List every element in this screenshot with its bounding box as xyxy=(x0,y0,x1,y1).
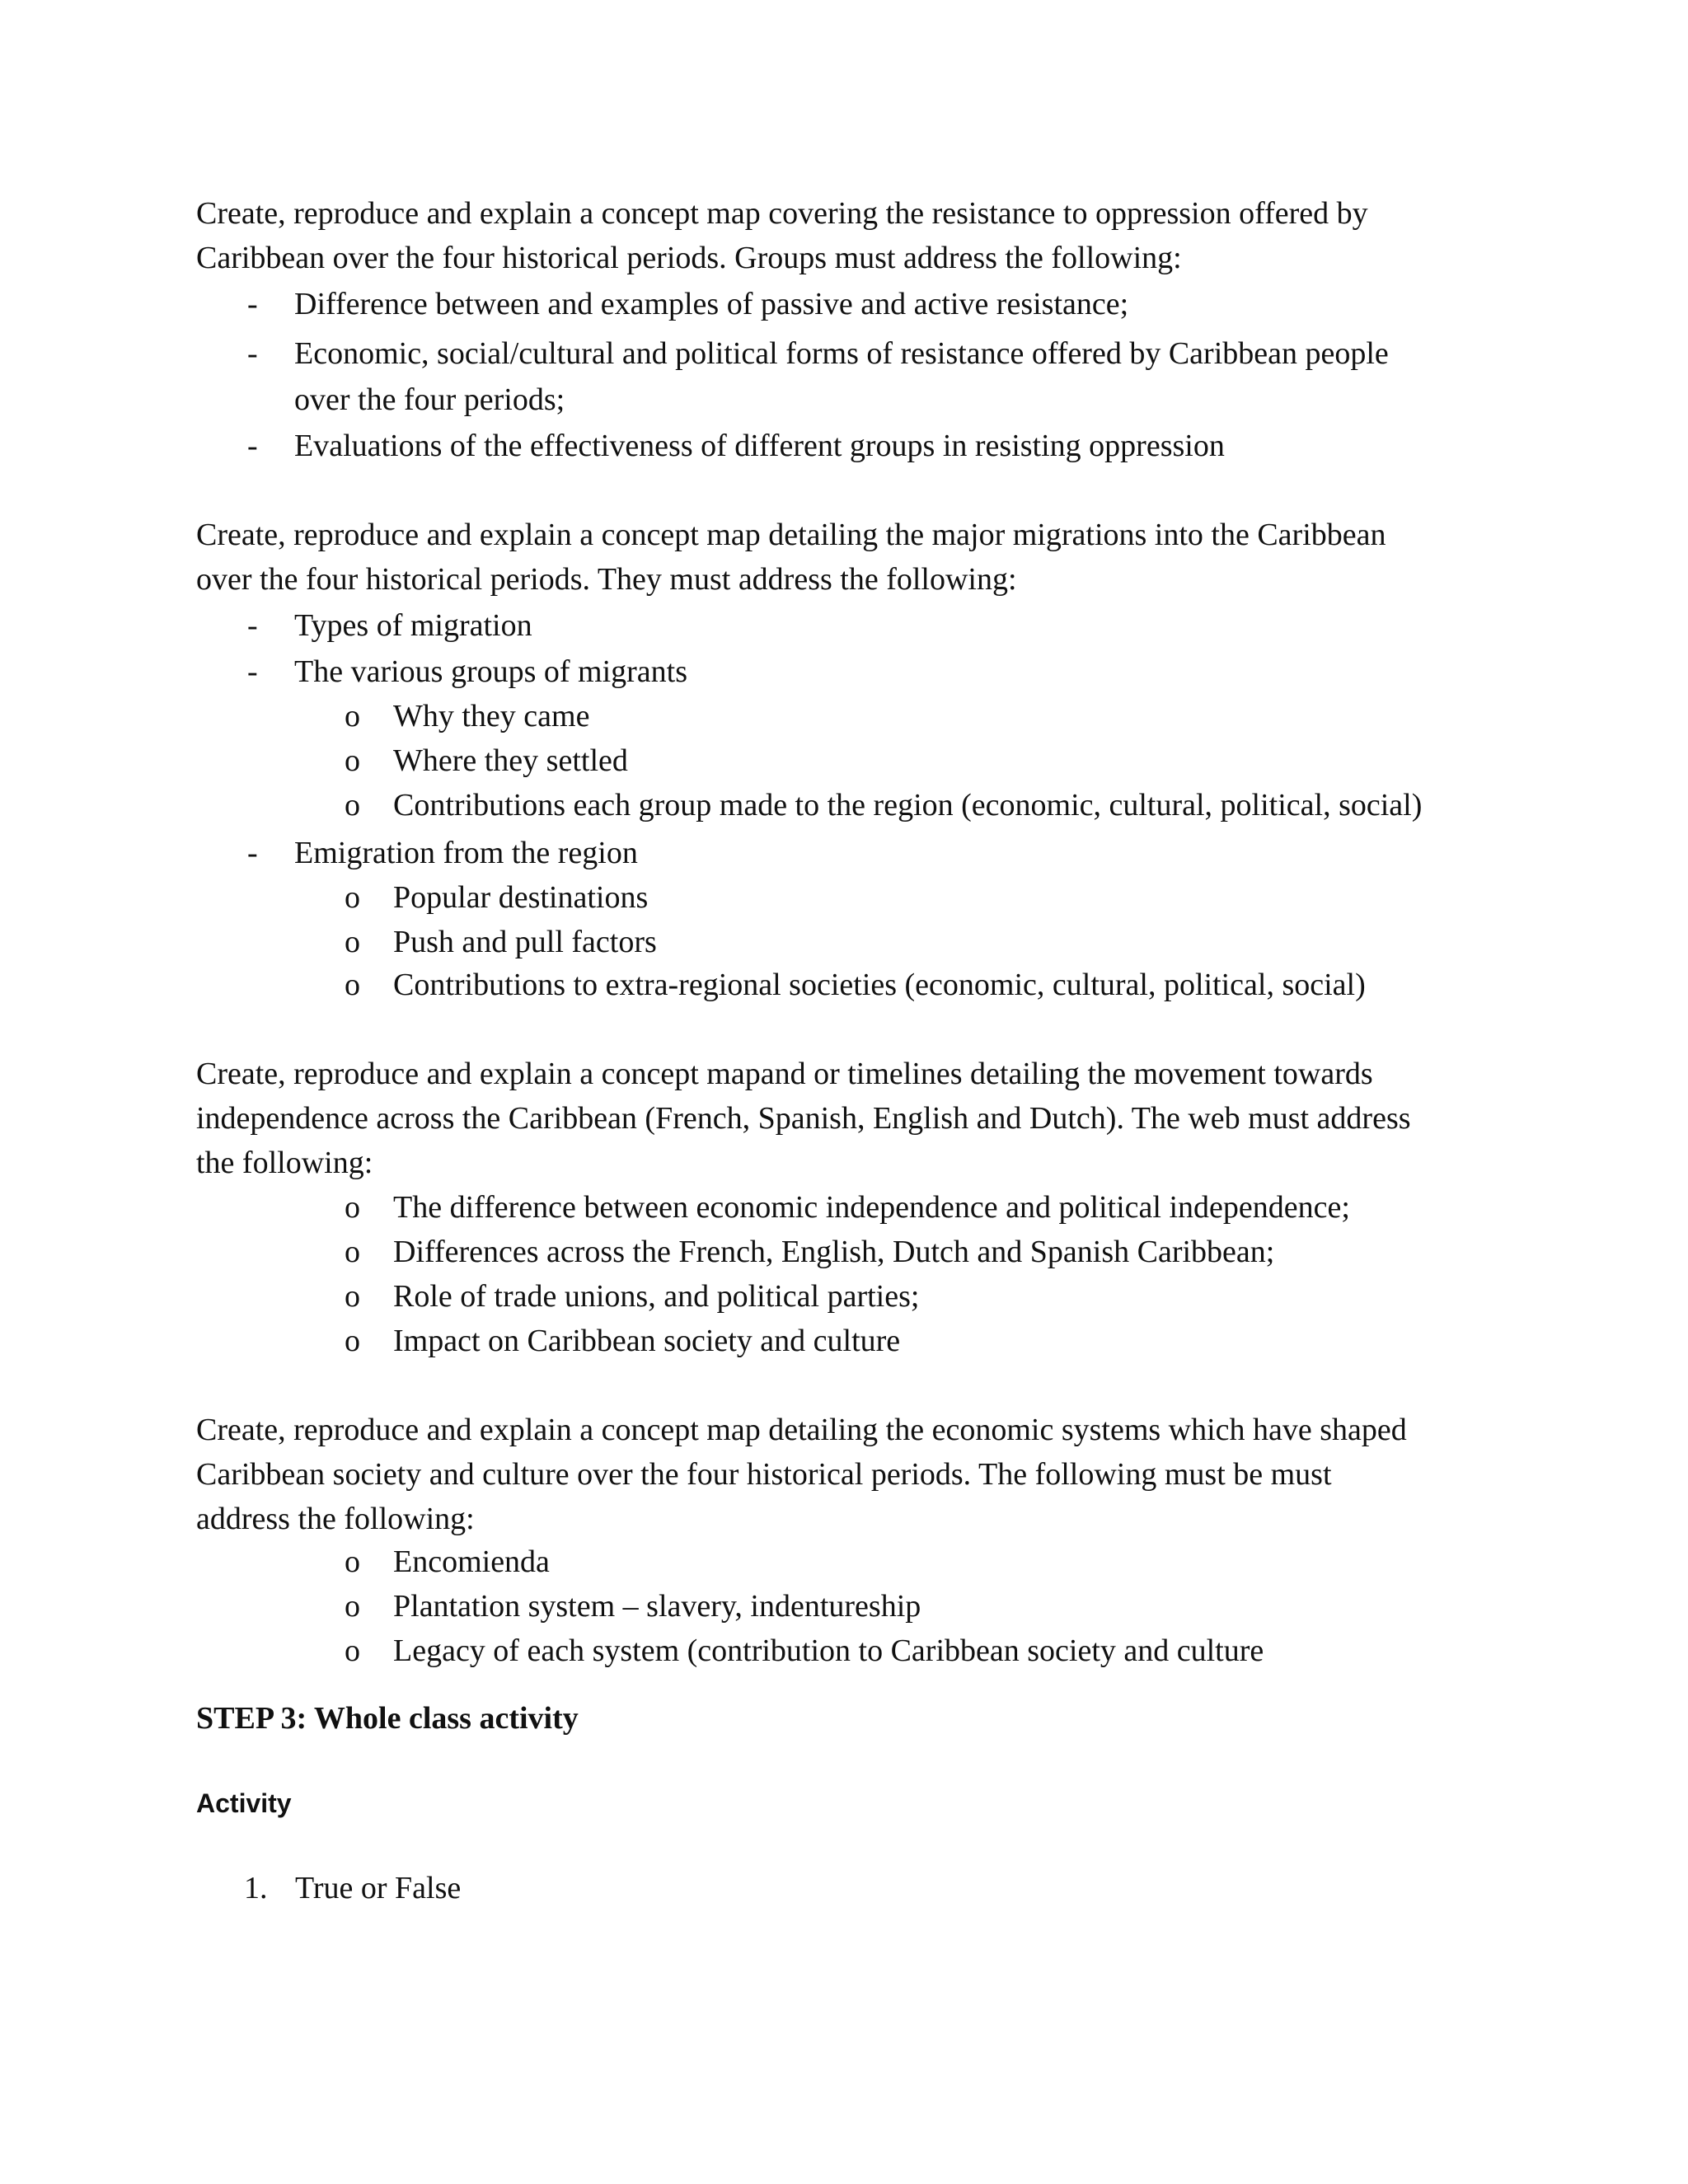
section4-sub-bullet-text: Plantation system – slavery, indentureship xyxy=(393,1589,921,1624)
section3-sub-bullet-text: Role of trade unions, and political parties; xyxy=(393,1279,920,1314)
section3-sub-bullet-text: The difference between economic independence and political independence; xyxy=(393,1190,1350,1225)
activity-heading: Activity xyxy=(196,1788,292,1818)
section1-bullet-text: over the four periods; xyxy=(294,382,565,417)
section4-sub-bullet-text: Encomienda xyxy=(393,1544,550,1579)
dash-bullet-mark: - xyxy=(247,336,258,371)
section3-sub-bullet-text: Impact on Caribbean society and culture xyxy=(393,1324,901,1358)
o-bullet-mark: o xyxy=(345,1190,360,1225)
section2-sub-bullet-text: Contributions to extra-regional societies (economic, cultural, political, social) xyxy=(393,968,1366,1002)
section2-bullet-text: The various groups of migrants xyxy=(294,654,688,689)
section1-bullet-text: Economic, social/cultural and political forms of resistance offered by Caribbean people xyxy=(294,336,1389,371)
section4-intro-line-1: Create, reproduce and explain a concept map detailing the economic systems which have shaped xyxy=(196,1413,1407,1447)
section2-bullet-text: Types of migration xyxy=(294,608,532,643)
section3-intro-line-3: the following: xyxy=(196,1146,373,1180)
section2-intro-line-2: over the four historical periods. They must address the following: xyxy=(196,562,1017,597)
section1-bullet-text: Evaluations of the effectiveness of different groups in resisting oppression xyxy=(294,429,1225,463)
o-bullet-mark: o xyxy=(345,1589,360,1624)
section2-intro-line-1: Create, reproduce and explain a concept map detailing the major migrations into the Caribbean xyxy=(196,518,1386,552)
section2-sub-bullet-text: Why they came xyxy=(393,699,590,733)
section4-sub-bullet-text: Legacy of each system (contribution to Caribbean society and culture xyxy=(393,1633,1264,1668)
section1-bullet-text: Difference between and examples of passive and active resistance; xyxy=(294,287,1129,321)
section4-intro-line-3: address the following: xyxy=(196,1502,475,1536)
dash-bullet-mark: - xyxy=(247,608,258,643)
o-bullet-mark: o xyxy=(345,880,360,915)
step-heading: STEP 3: Whole class activity xyxy=(196,1701,579,1736)
dash-bullet-mark: - xyxy=(247,287,258,321)
o-bullet-mark: o xyxy=(345,1544,360,1579)
o-bullet-mark: o xyxy=(345,699,360,733)
o-bullet-mark: o xyxy=(345,1279,360,1314)
section2-sub-bullet-text: Where they settled xyxy=(393,743,628,778)
dash-bullet-mark: - xyxy=(247,836,258,870)
o-bullet-mark: o xyxy=(345,743,360,778)
list-number: 1. xyxy=(244,1871,268,1905)
section3-intro-line-2: independence across the Caribbean (French, Spanish, English and Dutch). The web must address xyxy=(196,1101,1411,1136)
section1-intro-line-2: Caribbean over the four historical periods. Groups must address the following: xyxy=(196,241,1182,275)
section2-bullet-text: Emigration from the region xyxy=(294,836,638,870)
section3-sub-bullet-text: Differences across the French, English, Dutch and Spanish Caribbean; xyxy=(393,1235,1275,1269)
o-bullet-mark: o xyxy=(345,925,360,959)
section2-sub-bullet-text: Contributions each group made to the region (economic, cultural, political, social) xyxy=(393,788,1423,823)
o-bullet-mark: o xyxy=(345,1633,360,1668)
o-bullet-mark: o xyxy=(345,968,360,1002)
o-bullet-mark: o xyxy=(345,788,360,823)
section3-intro-line-1: Create, reproduce and explain a concept mapand or timelines detailing the movement towards xyxy=(196,1057,1373,1091)
o-bullet-mark: o xyxy=(345,1324,360,1358)
dash-bullet-mark: - xyxy=(247,429,258,463)
section4-intro-line-2: Caribbean society and culture over the four historical periods. The following must be must xyxy=(196,1457,1332,1492)
o-bullet-mark: o xyxy=(345,1235,360,1269)
dash-bullet-mark: - xyxy=(247,654,258,689)
list-item-text: True or False xyxy=(295,1871,462,1905)
section2-sub-bullet-text: Push and pull factors xyxy=(393,925,657,959)
section2-sub-bullet-text: Popular destinations xyxy=(393,880,649,915)
section1-intro-line-1: Create, reproduce and explain a concept map covering the resistance to oppression offered by xyxy=(196,196,1368,231)
